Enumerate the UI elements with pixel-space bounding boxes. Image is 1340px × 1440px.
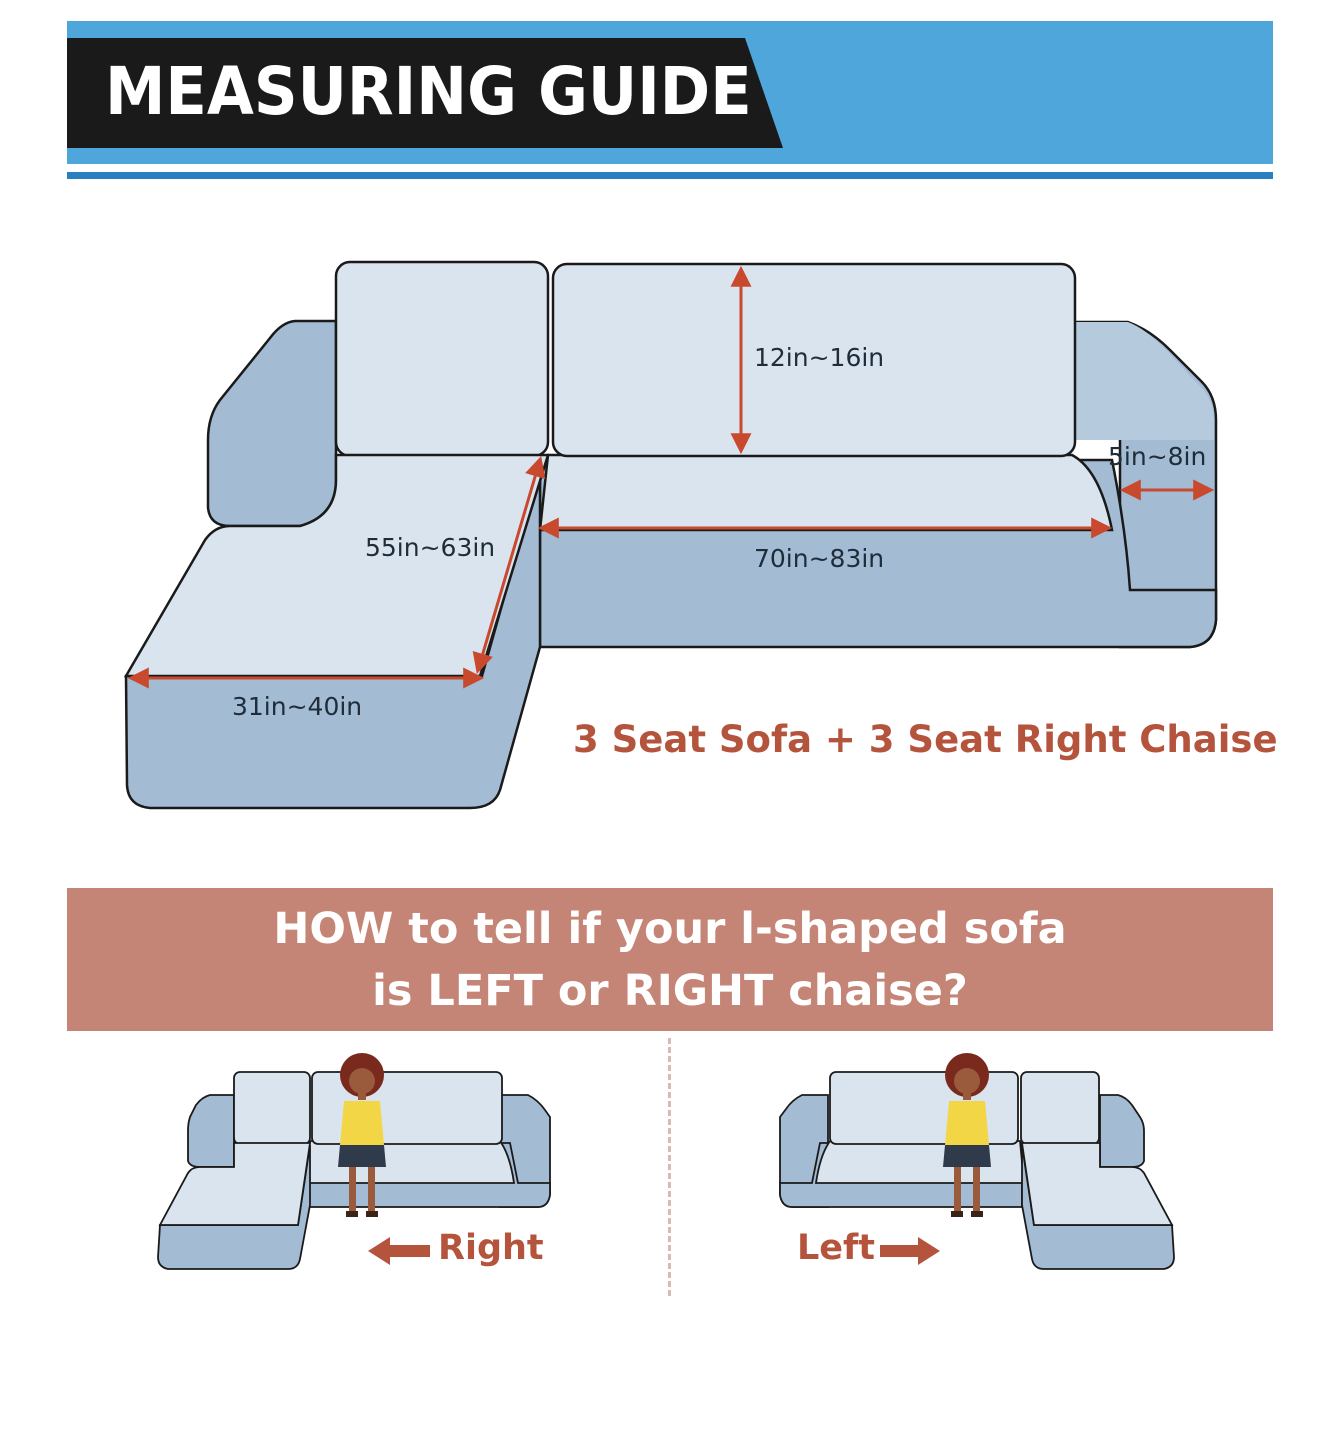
question-line-2: is LEFT or RIGHT chaise?: [372, 966, 968, 1016]
question-line-1: HOW to tell if your l-shaped sofa: [273, 904, 1067, 954]
label-left: Left: [797, 1228, 875, 1268]
arrow-left-icon: [368, 1237, 430, 1265]
dim-seat-width: 70in~83in: [754, 544, 885, 573]
sofa-left-arm: [208, 321, 336, 526]
sofa-caption: 3 Seat Sofa + 3 Seat Right Chaise: [573, 718, 1278, 761]
page-title: MEASURING GUIDE: [105, 53, 752, 130]
dim-chaise-length: 55in~63in: [365, 533, 496, 562]
label-right: Right: [438, 1228, 544, 1268]
dashed-divider: [668, 1038, 671, 1296]
dim-chaise-width: 31in~40in: [232, 692, 363, 721]
dim-back-height: 12in~16in: [754, 343, 885, 372]
dim-arm-width: 5in~8in: [1108, 442, 1207, 471]
seat-cushion: [540, 455, 1112, 530]
back-cushion-left: [336, 262, 548, 456]
arrow-right-icon: [880, 1237, 940, 1265]
